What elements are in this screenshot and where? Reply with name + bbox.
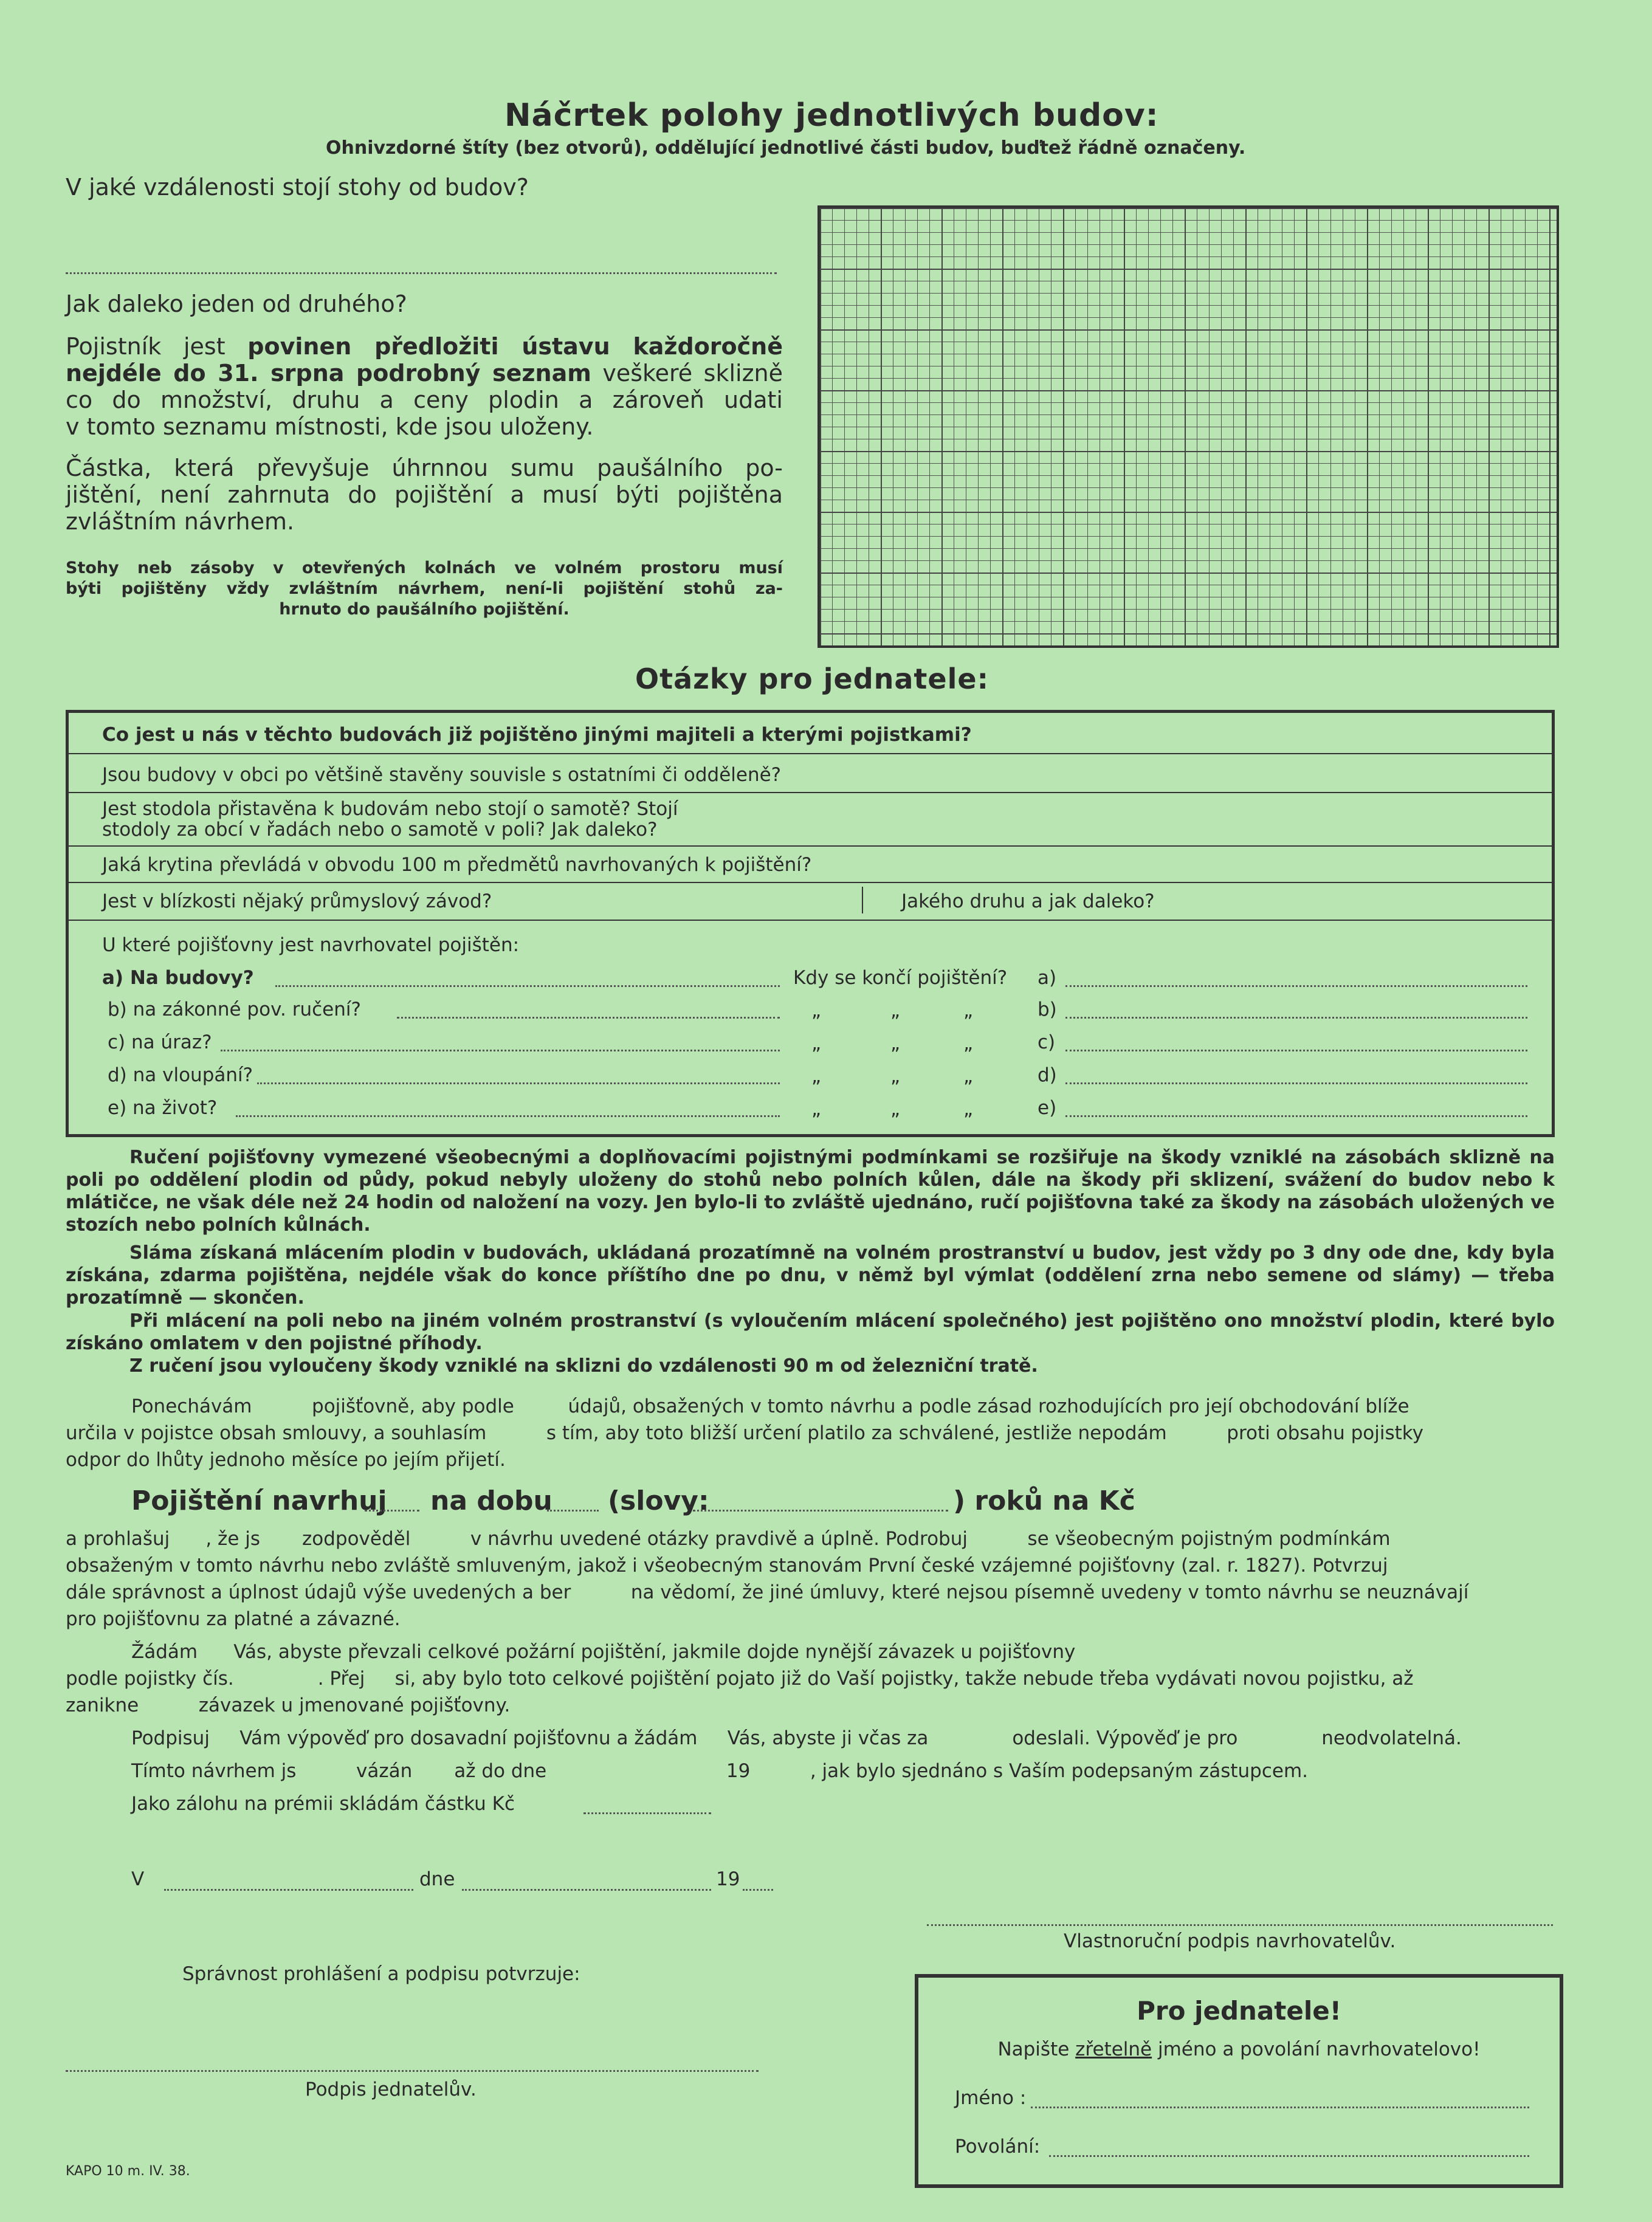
question-buildings-layout: Jsou budovy v obci po většině stavěny souvisle s ostatními či odděleně? — [102, 764, 782, 786]
decl-line-8: Žádám Vás, abyste převzali celkové požární pojištění, jakmile dojde nynější závazek u pojišťovny — [131, 1641, 1076, 1663]
insurer-burglary-label: d) na vloupání? — [108, 1064, 253, 1086]
year-label: 19 — [716, 1868, 740, 1890]
decl-line-3: odpor do lhůty jednoho měsíce po jejím přijetí. — [66, 1449, 506, 1471]
decl-line-1: Ponechávám pojišťovně, aby podle údajů, obsažených v tomto návrhu a podle zásad rozhodujících pro její obchodování blíže — [131, 1395, 1409, 1417]
question-stack-distance: V jaké vzdálenosti stojí stohy od budov? — [66, 174, 529, 201]
deposit-amount-field[interactable] — [583, 1812, 711, 1814]
question-roofing: Jaká krytina převládá v obvodu 100 m předmětů navrhovaných k pojištění? — [102, 854, 812, 876]
expiry-a-field[interactable] — [1065, 985, 1527, 987]
ditto-mark: „ — [890, 1098, 901, 1120]
sketch-grid[interactable] — [817, 205, 1559, 648]
answer-line-stack-distance[interactable] — [66, 272, 777, 274]
decl-line-2: určila v pojistce obsah smlouvy, a souhlasím s tím, aby toto bližší určení platilo za schválené, jestliže nepodám proti obsahu pojistky — [66, 1422, 1423, 1444]
decl-line-12: Tímto návrhem js vázán až do dne 19 , jak bylo sjednáno s Vaším podepsaným zástupcem. — [131, 1760, 1309, 1782]
insurer-liability-label: b) na zákonné pov. ručení? — [108, 999, 361, 1020]
agent-signature-field[interactable] — [66, 2070, 759, 2072]
place-field[interactable] — [164, 1889, 413, 1891]
ditto-mark: „ — [811, 1098, 822, 1120]
terms-exclusion: Z ručení jsou vyloučeny škody vzniklé na sklizni do vzdálenosti 90 m od železniční tratě. — [129, 1355, 1038, 1377]
terms-threshing: Při mlácení na poli nebo na jiném volném prostranství (s vyloučením mlácení společného) jest pojištěno ono množství plodin, které bylo získáno omlatem v den pojistné příhody. — [66, 1310, 1555, 1354]
decl-line-4: a prohlašuj , že js zodpověděl v návrhu uvedené otázky pravdivě a úplně. Podrobuj se všeobecným pojistným podmínkám — [66, 1528, 1391, 1550]
applicant-signature-field[interactable] — [927, 1924, 1553, 1926]
ditto-mark: „ — [890, 1033, 901, 1054]
question-barn-a: Jest stodola přistavěna k budovám nebo stojí o samotě? Stojí — [102, 798, 678, 820]
confirmation-label: Správnost prohlášení a podpisu potvrzuje: — [182, 1963, 580, 1985]
applicant-name-label: Jméno : — [955, 2087, 1027, 2109]
ditto-mark: „ — [963, 1033, 974, 1054]
decl-line-9: podle pojistky čís. . Přej si, aby bylo toto celkové pojištění pojato již do Vaší pojistky, takže nebude třeba vydávati novou pojistku, až — [66, 1668, 1414, 1690]
agent-box-title: Pro jednatele! — [1137, 1996, 1341, 2026]
question-industry-kind: Jakého druhu a jak daleko? — [901, 890, 1155, 912]
ditto-mark: „ — [963, 1098, 974, 1120]
year-field[interactable] — [743, 1889, 773, 1891]
decl-line-11: Podpisuj Vám výpověď pro dosavadní pojišťovnu a žádám Vás, abyste ji včas za odeslali. Výpověď je pro neodvolatelná. — [131, 1727, 1462, 1749]
insurer-accident-field[interactable] — [221, 1050, 780, 1051]
insurer-life-field[interactable] — [236, 1115, 780, 1117]
ditto-mark: „ — [890, 1000, 901, 1022]
decl-line-13: Jako zálohu na prémii skládám částku Kč — [131, 1793, 515, 1815]
expiry-b-field[interactable] — [1065, 1017, 1527, 1019]
terms-straw: Sláma získaná mlácením plodin v budovách, ukládaná prozatímně na volném prostranství u budov, jest vždy po 3 dny ode dne, kdy byla získána, zdarma pojištěna, nejdéle však do konce příštího dne po dnu, v němž byl výmlat (oddělení zrna nebo semene od slámy) — třeba prozatímně — skončen. — [66, 1242, 1555, 1309]
paragraph-stacks: Stohy neb zásoby v otevřených kolnách ve volném prostoru musí býti pojištěny vždy zvláštním návrhem, není-li pojištění stohů za- hrnuto do paušálního pojištění. — [66, 559, 783, 619]
expiry-b-label: b) — [1038, 999, 1057, 1020]
paragraph-obligation: Pojistník jest povinen předložiti ústavu každoročně nejdéle do 31. srpna podrobný seznam veškeré sklizně co do množství, druhu a ceny plodin a zároveň udati v tomto seznamu místnosti, kde jsou uloženy. — [66, 333, 783, 440]
words-field[interactable] — [693, 1510, 948, 1512]
date-label: dne — [419, 1868, 455, 1890]
questions-title: Otázky pro jednatele: — [635, 662, 989, 695]
proposal-label: Pojištění navrhuj — [131, 1485, 387, 1516]
question-barn-b: stodoly za obcí v řadách nebo o samotě v poli? Jak daleko? — [102, 819, 658, 841]
insurer-burglary-field[interactable] — [257, 1082, 780, 1084]
expiry-d-label: d) — [1038, 1064, 1057, 1086]
ditto-mark: „ — [963, 1000, 974, 1022]
expiry-label: Kdy se končí pojištění? — [793, 967, 1008, 989]
applicant-job-label: Povolání: — [955, 2136, 1041, 2158]
question-other-insurers: U které pojišťovny jest navrhovatel pojištěn: — [102, 934, 520, 956]
ditto-mark: „ — [811, 1065, 822, 1087]
period-label: na dobu — [430, 1485, 552, 1516]
question-distance-between: Jak daleko jeden od druhého? — [66, 291, 407, 317]
question-other-insured: Co jest u nás v těchto budovách již pojištěno jinými majiteli a kterými pojistkami? — [102, 724, 972, 746]
insurer-buildings-label: a) Na budovy? — [102, 967, 254, 989]
insurer-buildings-field[interactable] — [275, 985, 780, 987]
applicant-signature-label: Vlastnoruční podpis navrhovatelův. — [1064, 1930, 1396, 1952]
amount-label: ) roků na Kč — [953, 1485, 1135, 1516]
expiry-e-field[interactable] — [1065, 1115, 1527, 1117]
applicant-job-field[interactable] — [1049, 2155, 1529, 2157]
ditto-mark: „ — [811, 1000, 822, 1022]
page-subtitle: Ohnivzdorné štíty (bez otvorů), oddělující jednotlivé části budov, buďtež řádně označeny. — [326, 137, 1246, 159]
question-industry-nearby: Jest v blízkosti nějaký průmyslový závod? — [102, 890, 492, 912]
applicant-name-field[interactable] — [1031, 2107, 1529, 2108]
paragraph-excess: Částka, která převyšuje úhrnnou sumu paušálního po- jištění, není zahrnuta do pojištění a musí býti pojištěna zvláštním návrhem. — [66, 455, 783, 535]
page-title: Náčrtek polohy jednotlivých budov: — [504, 97, 1159, 134]
decl-line-6: dále správnost a úplnost údajů výše uvedených a ber na vědomí, že jiné úmluvy, které nejsou písemně uvedeny v tomto návrhu se neuznávají — [66, 1581, 1469, 1603]
place-label: V — [131, 1868, 145, 1890]
expiry-c-field[interactable] — [1065, 1050, 1527, 1051]
form-code: KAPO 10 m. IV. 38. — [66, 2164, 190, 2179]
ditto-mark: „ — [963, 1065, 974, 1087]
insurer-life-label: e) na život? — [108, 1097, 218, 1119]
proposal-field[interactable] — [365, 1510, 419, 1512]
insurer-accident-label: c) na úraz? — [108, 1031, 212, 1053]
expiry-d-field[interactable] — [1065, 1082, 1527, 1084]
expiry-a-label: a) — [1038, 967, 1057, 989]
insurer-liability-field[interactable] — [397, 1017, 780, 1019]
questions-table — [66, 710, 1555, 1137]
agent-box-note: Napište zřetelně jméno a povolání navrhovatelovo! — [997, 2038, 1481, 2060]
words-label: (slovy: — [608, 1485, 709, 1516]
ditto-mark: „ — [890, 1065, 901, 1087]
terms-coverage: Ručení pojišťovny vymezené všeobecnými a doplňovacími pojistnými podmínkami se rozšiřuje na škody vzniklé na zásobách sklizně na poli po oddělení plodin od půdy, pokud nebyly uloženy do stohů nebo polních kůlen, dále na škody při sklizení, svážení do budov nebo k mlátičce, ne však déle než 24 hodin od naložení na vozy. Jen bylo-li to zvláště ujednáno, ručí pojišťovna také za škody na zásobách uložených ve stozích nebo polních kůlnách. — [66, 1147, 1555, 1236]
agent-signature-label: Podpis jednatelův. — [305, 2079, 477, 2100]
decl-line-7: pro pojišťovnu za platné a závazné. — [66, 1608, 401, 1630]
expiry-c-label: c) — [1038, 1031, 1056, 1053]
agent-box — [915, 1974, 1563, 2188]
ditto-mark: „ — [811, 1033, 822, 1054]
expiry-e-label: e) — [1038, 1097, 1057, 1119]
date-field[interactable] — [462, 1889, 711, 1891]
decl-line-5: obsaženým v tomto návrhu nebo zvláště smluveným, jakož i všeobecným stanovám První české vzájemné pojišťovny (zal. r. 1827). Potvrzuj — [66, 1555, 1388, 1577]
decl-line-10: zanikne závazek u jmenované pojišťovny. — [66, 1694, 511, 1716]
period-field[interactable] — [547, 1510, 599, 1512]
